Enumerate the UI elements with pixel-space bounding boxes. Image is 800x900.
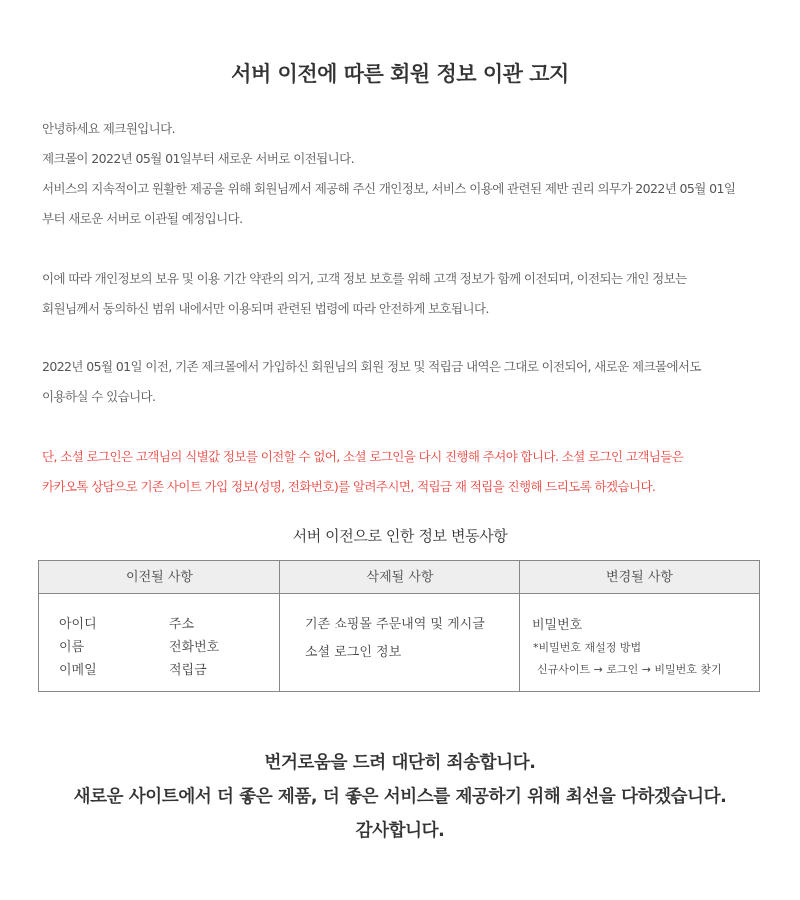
table-title: 서버 이전으로 인한 정보 변동사항 xyxy=(292,527,508,545)
password-reset-note: *비밀번호 재설정 방법 xyxy=(533,641,642,654)
transferred-item: 전화번호 xyxy=(169,640,220,655)
password-reset-path: 신규사이트 → 로그인 → 비밀번호 찾기 xyxy=(537,663,722,676)
paragraph-line: 회원님께서 동의하신 범위 내에서만 이용되며 관련된 법령에 따라 안전하게 보호됩니다. xyxy=(42,301,489,316)
social-login-notice xyxy=(42,442,762,502)
change-table xyxy=(38,560,760,692)
closing-message xyxy=(0,746,800,848)
closing-line: 감사합니다. xyxy=(355,821,445,841)
header-transferred: 이전될 사항 xyxy=(39,561,280,594)
closing-line: 번거로움을 드려 대단히 죄송합니다. xyxy=(264,753,536,773)
column-divider xyxy=(519,561,520,691)
deleted-item: 소셜 로그인 정보 xyxy=(305,645,402,660)
paragraph-line: 제크몰이 2022년 05월 01일부터 새로운 서버로 이전됩니다. xyxy=(42,151,354,166)
page-title: 서버 이전에 따른 회원 정보 이관 고지 xyxy=(231,62,569,86)
column-divider xyxy=(279,561,280,691)
member-info-paragraph xyxy=(42,352,762,412)
transferred-item: 이메일 xyxy=(59,663,97,678)
paragraph-line: 2022년 05월 01일 이전, 기존 제크몰에서 가입하신 회원님의 회원 정보 및 적립금 내역은 그대로 이전되어, 새로운 제크몰에서도 xyxy=(42,359,701,374)
transferred-item: 아이디 xyxy=(59,617,97,632)
header-deleted: 삭제될 사항 xyxy=(280,561,520,594)
privacy-paragraph xyxy=(42,264,762,324)
transferred-item: 이름 xyxy=(59,640,85,655)
intro-paragraph xyxy=(42,114,762,234)
paragraph-line: 이에 따라 개인정보의 보유 및 이용 기간 약관의 의거, 고객 정보 보호를 위해 고객 정보가 함께 이전되며, 이전되는 개인 정보는 xyxy=(42,271,687,286)
transferred-item: 적립금 xyxy=(169,663,207,678)
notice-line: 단, 소셜 로그인은 고객님의 식별값 정보를 이전할 수 없어, 소셜 로그인을 다시 진행해 주셔야 합니다. 소셜 로그인 고객님들은 xyxy=(42,449,684,464)
deleted-item: 기존 쇼핑몰 주문내역 및 게시글 xyxy=(305,617,485,632)
closing-line: 새로운 사이트에서 더 좋은 제품, 더 좋은 서비스를 제공하기 위해 최선을 다하겠습니다. xyxy=(73,787,727,807)
paragraph-line: 안녕하세요 제크원입니다. xyxy=(42,121,175,136)
header-changed: 변경될 사항 xyxy=(520,561,759,594)
transferred-item: 주소 xyxy=(169,617,195,632)
paragraph-line: 부터 새로운 서버로 이관될 예정입니다. xyxy=(42,211,243,226)
paragraph-line: 서비스의 지속적이고 원활한 제공을 위해 회원님께서 제공해 주신 개인정보, 서비스 이용에 관련된 제반 권리 의무가 2022년 05월 01일 xyxy=(42,181,736,196)
paragraph-line: 이용하실 수 있습니다. xyxy=(42,389,156,404)
changed-item: 비밀번호 xyxy=(532,618,583,633)
notice-line: 카카오톡 상담으로 기존 사이트 가입 정보(성명, 전화번호)를 알려주시면, 적립금 재 적립을 진행해 드리도록 하겠습니다. xyxy=(42,479,656,494)
